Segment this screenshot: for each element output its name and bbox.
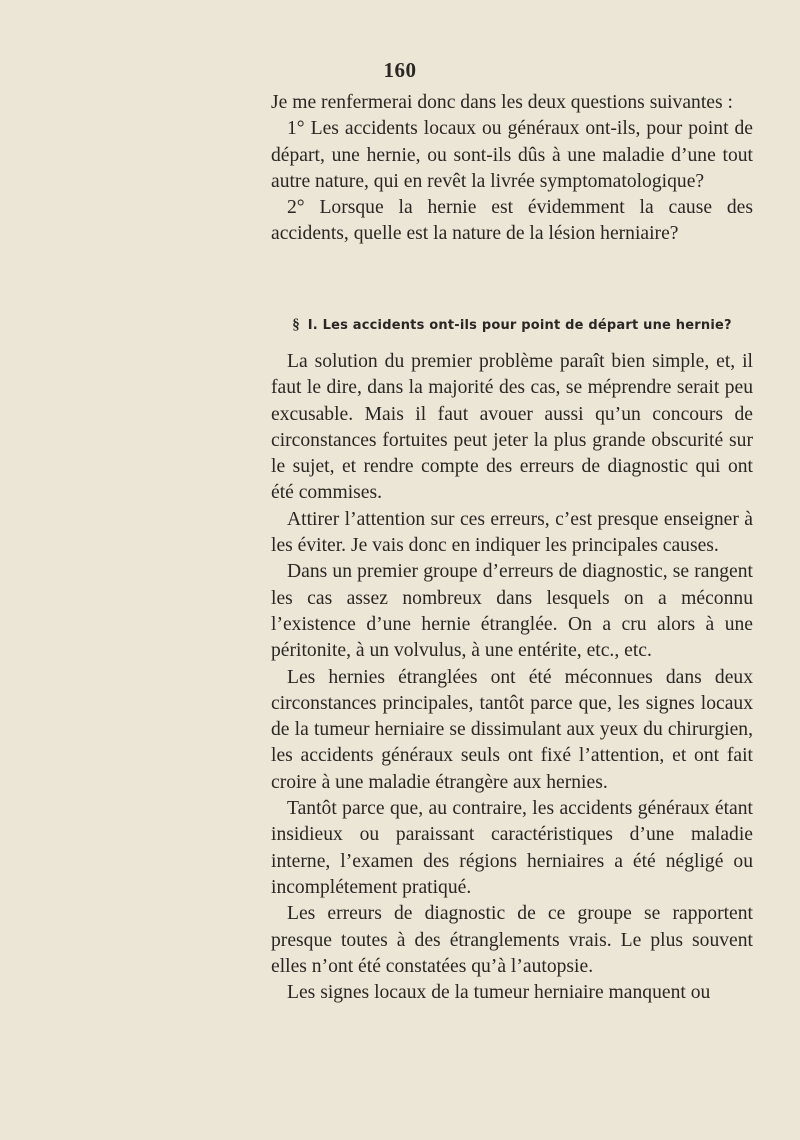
body-paragraph-1: La solution du premier problème paraît bien simple, et, il faut le dire, dans la majorité des cas, se méprendre serait peu excusable. Mais il faut avouer aussi qu’un concours de circonstances fortuites peut jeter la plus grande obscurité sur le sujet, et rendre compte des erreurs de diagnostic qui ont été commises. [271,351,753,504]
intro-paragraph-3: 2° Lorsque la hernie est évidemment la cause des accidents, quelle est la nature de la lésion herniaire? [271,197,753,245]
intro-paragraph-2: 1° Les accidents locaux ou généraux ont-ils, pour point de départ, une hernie, ou sont-ils dûs à une maladie d’une tout autre nature, qui en revêt la livrée symptomatologique? [271,118,753,192]
body-block [271,349,753,1006]
section-title: I. Les accidents ont-ils pour point de départ une hernie? [307,318,732,333]
intro-block [271,90,753,248]
section-symbol: § [292,317,300,333]
body-paragraph-4: Les hernies étranglées ont été méconnues dans deux circonstances principales, tantôt parce que, les signes locaux de la tumeur herniaire se dissimulant aux yeux du chirurgien, les accidents généraux seuls ont fixé l’attention, et ont fait croire à une maladie étrangère aux hernies. [271,666,753,793]
body-paragraph-2: Attirer l’attention sur ces erreurs, c’est presque enseigner à les éviter. Je vais donc en indiquer les principales causes. [271,508,753,557]
body-paragraph-5: Tantôt parce que, au contraire, les accidents généraux étant insidieux ou paraissant caractéristiques d’une maladie interne, l’examen des régions herniaires a été négligé ou incomplétement pratiqué. [271,798,753,898]
body-paragraph-3: Dans un premier groupe d’erreurs de diagnostic, se rangent les cas assez nombreux dans lesquels on a méconnu l’existence d’une hernie étranglée. On a cru alors à une péritonite, à un volvulus, à une entérite, etc., etc. [271,561,753,662]
body-paragraph-7: Les signes locaux de la tumeur herniaire manquent ou [287,982,711,1004]
body-paragraph-6: Les erreurs de diagnostic de ce groupe se rapportent presque toutes à des étranglements vrais. Le plus souvent elles n’ont été constatées qu’à l’autopsie. [271,903,753,977]
page-number: 160 [383,58,417,82]
section-heading [271,317,753,334]
intro-paragraph-1: Je me renfermerai donc dans les deux questions suivantes : [271,92,733,113]
